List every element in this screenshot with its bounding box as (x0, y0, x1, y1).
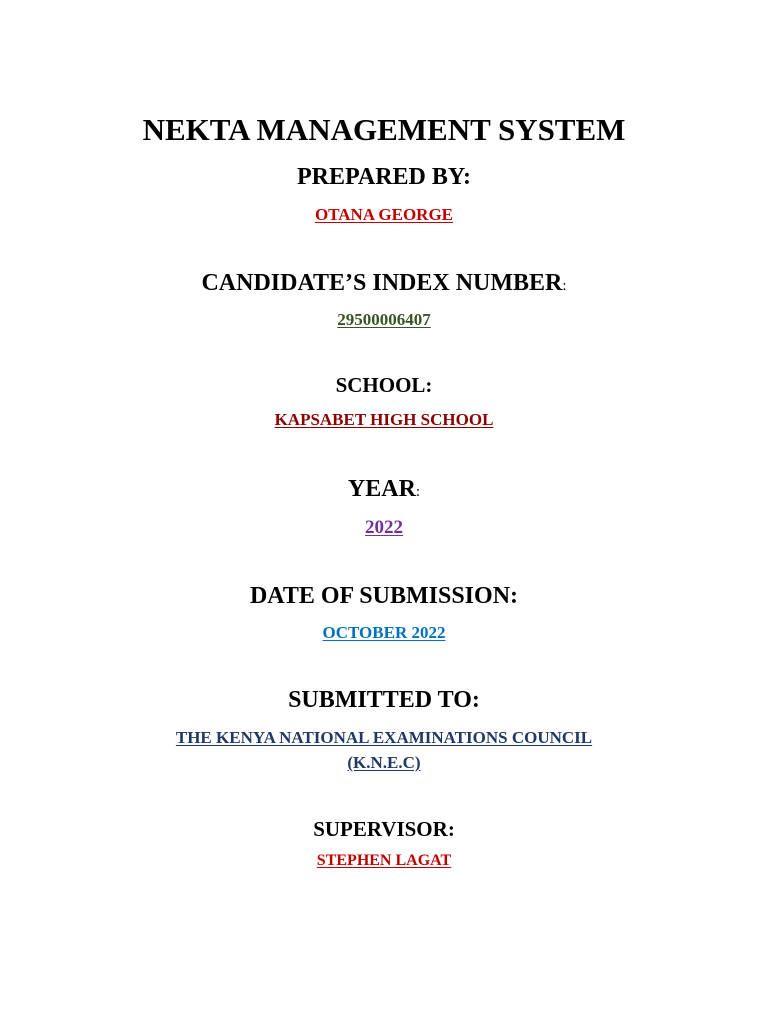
prepared-by-value: OTANA GEORGE (314, 205, 454, 224)
date-of-submission-colon: : (510, 583, 519, 609)
year-value: 2022 (365, 517, 403, 538)
submitted-to-label (0, 688, 768, 712)
submitted-to-colon: : (471, 687, 480, 713)
prepared-by-label-text: PREPARED BY (296, 164, 464, 190)
submitted-to-label-text: SUBMITTED TO (288, 687, 472, 713)
school-colon: : (425, 373, 433, 397)
school-label-text: SCHOOL (335, 373, 426, 397)
school-value: KAPSABET HIGH SCHOOL (274, 410, 494, 429)
supervisor-label-text: SUPERVISOR (313, 817, 448, 841)
document-title: NEKTA MANAGEMENT SYSTEM (142, 112, 626, 147)
school-label (0, 375, 768, 396)
index-number-colon: : (562, 278, 567, 294)
prepared-by-label (0, 165, 768, 189)
submitted-to-value-line2: (K.N.E.C) (347, 753, 421, 772)
index-number-value: 29500006407 (337, 310, 431, 329)
supervisor-label (0, 819, 768, 840)
date-of-submission-label (0, 584, 768, 608)
year-colon: : (415, 484, 421, 500)
index-number-label-text: CANDIDATE’S INDEX NUMBER (201, 270, 563, 296)
prepared-by-colon: : (463, 164, 472, 190)
date-of-submission-label-text: DATE OF SUBMISSION (249, 583, 511, 609)
index-number-label (0, 271, 768, 295)
year-label (0, 477, 768, 501)
supervisor-value: STEPHEN LAGAT (316, 852, 452, 869)
submitted-to-value-line1: THE KENYA NATIONAL EXAMINATIONS COUNCIL (175, 728, 593, 747)
supervisor-colon: : (447, 817, 455, 841)
date-of-submission-value: OCTOBER 2022 (322, 623, 446, 642)
year-label-text: YEAR (347, 476, 416, 502)
